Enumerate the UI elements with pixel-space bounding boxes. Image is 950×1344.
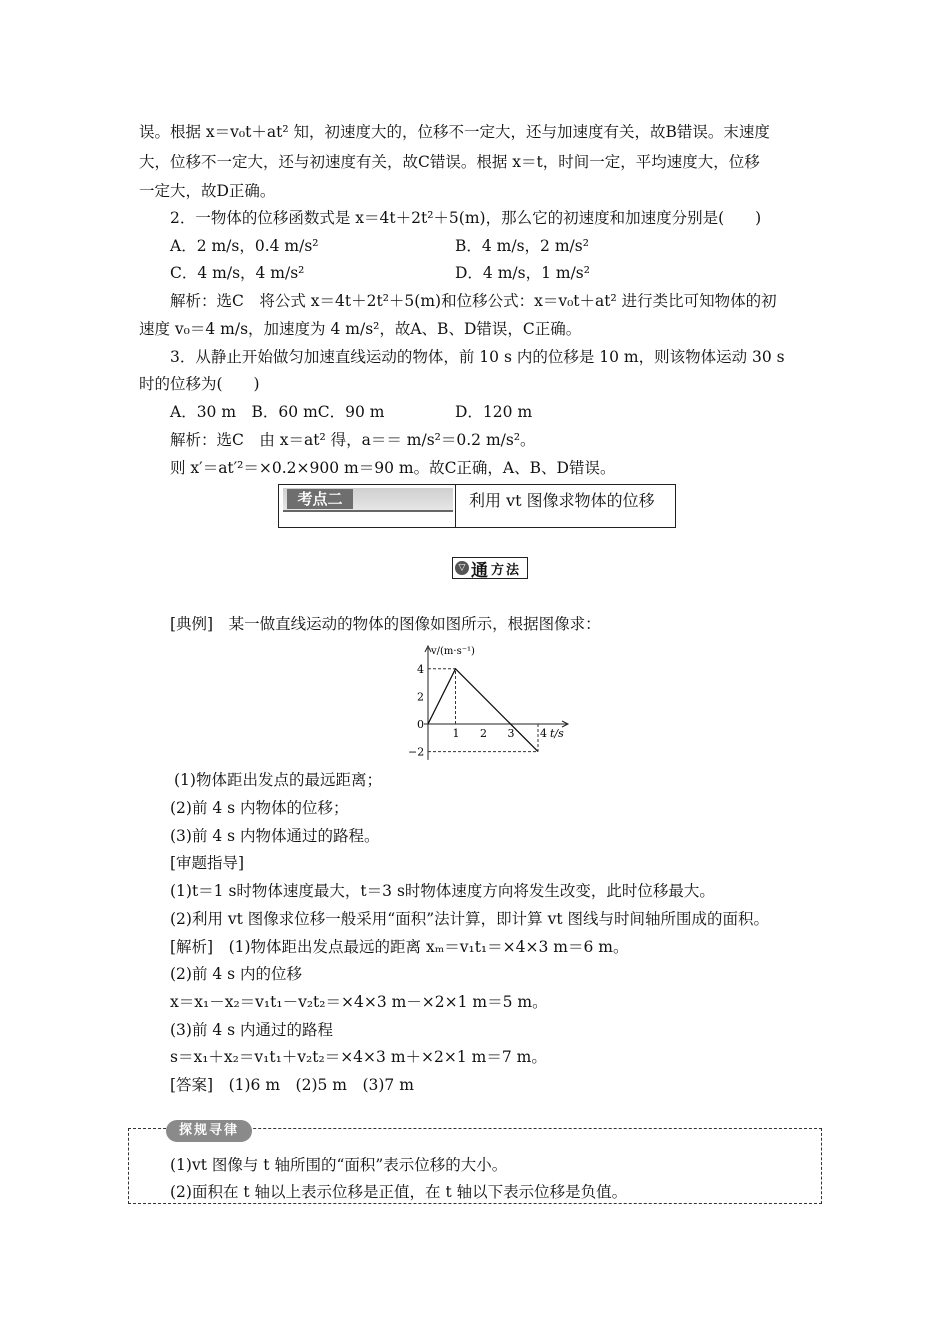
answer: [答案] (1)6 m (2)5 m (3)7 m — [170, 1076, 414, 1094]
y-tick-label: 2 — [417, 690, 424, 704]
section-divider — [455, 485, 456, 527]
options-3-abc: A．30 m B．60 mC．90 m — [170, 403, 385, 421]
question-2: 2．一物体的位移函数式是 x＝4t＋2t²＋5(m)，那么它的初速度和加速度分别是( ) — [170, 209, 762, 227]
method-big: 通 — [471, 560, 488, 581]
method-small: 方法 — [491, 562, 522, 578]
solution-2-formula: x＝x₁－x₂＝v₁t₁－v₂t₂＝×4×3 m－×2×1 m＝5 m。 — [170, 993, 548, 1011]
solution-1: [解析] (1)物体距出发点最远的距离 xₘ＝v₁t₁＝×4×3 m＝6 m。 — [170, 938, 629, 956]
section-header — [278, 484, 676, 528]
rule-2: (2)面积在 t 轴以上表示位移是正值，在 t 轴以下表示位移是负值。 — [170, 1183, 628, 1201]
line-3: 一定大，故D正确。 — [139, 182, 276, 200]
analysis-3-line-1: 解析：选C 由 x＝at² 得，a＝＝ m/s²＝0.2 m/s²。 — [170, 431, 536, 449]
sub-question-1: (1)物体距出发点的最远距离； — [174, 771, 382, 789]
y-axis-label: v/(m·s⁻¹) — [431, 646, 475, 657]
question-3-line-1: 3．从静止开始做匀加速直线运动的物体，前 10 s 内的位移是 10 m，则该物体运动 30 s — [170, 348, 785, 366]
method-badge — [452, 557, 528, 579]
y-tick-label: −2 — [408, 745, 425, 759]
solution-3-head: (3)前 4 s 内通过的路程 — [170, 1021, 334, 1039]
option-3-d: D．120 m — [455, 403, 533, 421]
x-tick-label: 4 — [540, 727, 547, 740]
analysis-3-line-2: 则 x′＝at′²＝×0.2×900 m＝90 m。故C正确，A、B、D错误。 — [170, 459, 616, 477]
y-tick-label: 4 — [417, 662, 424, 676]
rule-1: (1)vt 图像与 t 轴所围的“面积”表示位移的大小。 — [170, 1156, 508, 1174]
section-tag: 考点二 — [287, 489, 353, 509]
option-a: A．2 m/s，0.4 m/s² — [170, 237, 319, 255]
option-c: C．4 m/s，4 m/s² — [170, 264, 305, 282]
option-b: B．4 m/s，2 m/s² — [455, 237, 589, 255]
guide-heading: [审题指导] — [170, 854, 245, 872]
x-tick-label: 2 — [480, 727, 487, 740]
guide-2: (2)利用 vt 图像求位移一般采用“面积”法计算，即计算 vt 图线与时间轴所围成的面积。 — [170, 910, 769, 928]
guide-1: (1)t＝1 s时物体速度最大，t＝3 s时物体速度方向将发生改变，此时位移最大。 — [170, 882, 715, 900]
x-tick-label: 3 — [507, 727, 515, 740]
question-3-line-2: 时的位移为( ) — [139, 375, 260, 393]
solution-2-head: (2)前 4 s 内的位移 — [170, 965, 303, 983]
rule-tag: 探规寻律 — [166, 1120, 252, 1142]
section-title: 利用 vt 图像求物体的位移 — [469, 491, 655, 510]
triangle-icon: ▽ — [455, 561, 469, 575]
option-d: D．4 m/s，1 m/s² — [455, 264, 590, 282]
x-axis-label: t/s — [550, 727, 564, 740]
y-tick-label: 0 — [417, 718, 424, 731]
vt-chart — [400, 642, 580, 760]
section-tab — [283, 488, 453, 512]
analysis-2-line-2: 速度 v₀＝4 m/s，加速度为 4 m/s²，故A、B、D错误，C正确。 — [139, 320, 582, 338]
sub-question-2: (2)前 4 s 内物体的位移； — [170, 799, 349, 817]
line-2: 大，位移不一定大，还与初速度有关，故C错误。根据 x＝t，时间一定，平均速度大，位移 — [139, 153, 760, 171]
sub-question-3: (3)前 4 s 内物体通过的路程。 — [170, 827, 380, 845]
analysis-2-line-1: 解析：选C 将公式 x＝4t＋2t²＋5(m)和位移公式：x＝v₀t＋at² 进行类比可知物体的初 — [170, 292, 777, 310]
solution-3-formula: s＝x₁＋x₂＝v₁t₁＋v₂t₂＝×4×3 m＋×2×1 m＝7 m。 — [170, 1048, 547, 1066]
example-intro: [典例] 某一做直线运动的物体的图像如图所示，根据图像求： — [170, 615, 601, 633]
x-tick-label: 1 — [452, 727, 460, 740]
line-1: 误。根据 x＝v₀t＋at² 知，初速度大的，位移不一定大，还与加速度有关，故B错误。末速度 — [139, 123, 770, 141]
